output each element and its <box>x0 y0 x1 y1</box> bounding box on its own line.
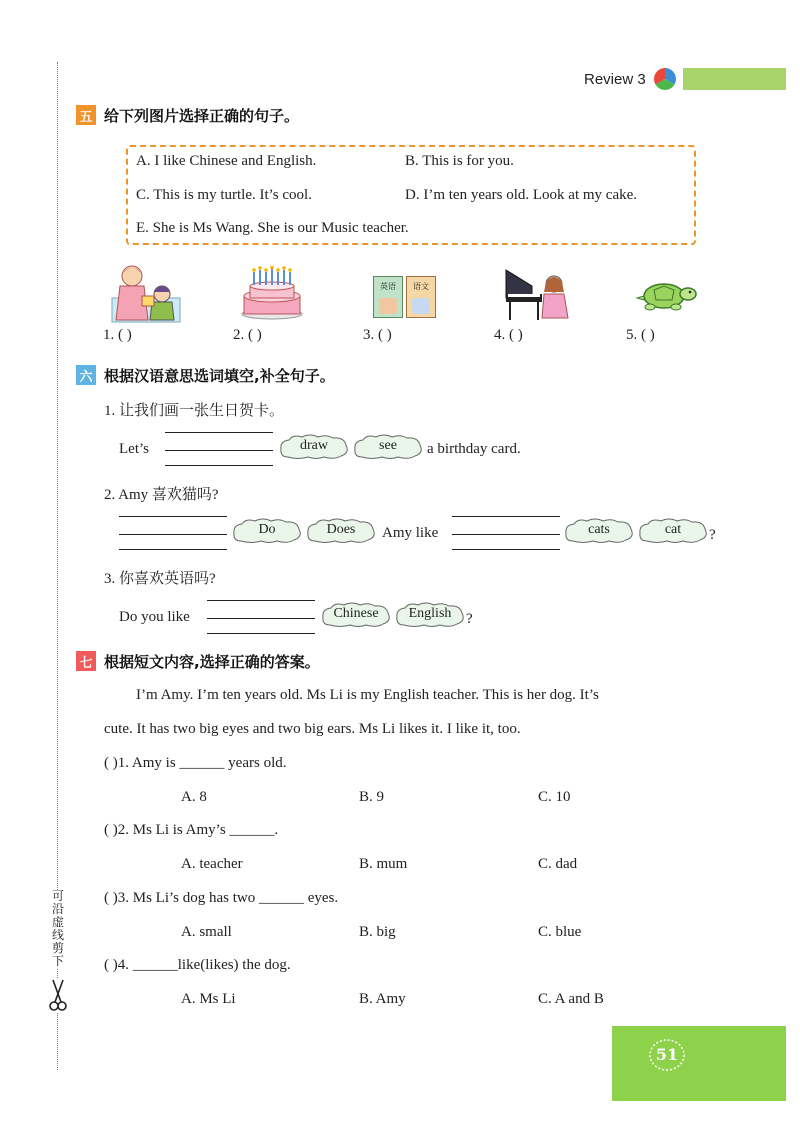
s6-q3-choice-english-text: English <box>408 606 452 621</box>
answer-5[interactable]: 5. ( ) <box>626 327 655 343</box>
s6-q2-choice-do-text: Do <box>258 522 276 537</box>
s7-q2-option-b: B. mum <box>359 856 408 872</box>
s6-q1-after: a birthday card. <box>427 441 521 457</box>
s6-q3-choice-chinese-text: Chinese <box>333 606 379 621</box>
review-label: Review 3 <box>584 71 646 88</box>
s7-q4-option-c: C. A and B <box>538 991 604 1007</box>
s7-q2-stem[interactable]: ( )2. Ms Li is Amy’s ______. <box>104 822 279 838</box>
page-number: 51 <box>655 1045 679 1064</box>
s6-q2-prompt: 2. Amy 喜欢猫吗? <box>104 487 219 503</box>
option-b: B. This is for you. <box>405 153 514 169</box>
scissors-icon <box>47 978 69 1012</box>
s6-q1-blank[interactable] <box>165 432 273 472</box>
s6-q1-choice-see-text: see <box>379 438 397 453</box>
s7-q1-option-b: B. 9 <box>359 789 385 805</box>
piano-picture <box>502 264 572 322</box>
section6-number: 六 <box>76 365 96 385</box>
chinese-book <box>406 276 436 318</box>
footer-block <box>612 1026 786 1101</box>
s6-q2-choice-does[interactable] <box>305 517 377 545</box>
option-a: A. I like Chinese and English. <box>136 153 317 169</box>
color-ball-icon <box>654 68 676 90</box>
header-bar <box>683 68 786 90</box>
s6-q1-choice-see[interactable] <box>352 433 424 461</box>
turtle-picture <box>634 276 698 312</box>
s6-q3-end: ? <box>466 611 473 627</box>
chinese-book-label: 语文 <box>413 282 429 291</box>
section6-title: 根据汉语意思选词填空,补全句子。 <box>104 366 335 385</box>
birthday-cake-picture <box>240 266 304 320</box>
answer-2[interactable]: 2. ( ) <box>233 327 262 343</box>
s6-q1-prompt: 1. 让我们画一张生日贺卡。 <box>104 403 285 419</box>
s7-q1-option-c: C. 10 <box>538 789 571 805</box>
s7-q1-option-a: A. 8 <box>181 789 207 805</box>
books-picture <box>371 274 437 320</box>
s6-q2-choice-cat-text: cat <box>664 522 682 537</box>
s6-q2-choice-do[interactable] <box>231 517 303 545</box>
section5-number: 五 <box>76 105 96 125</box>
s6-q2-middle: Amy like <box>382 525 439 541</box>
section5-title: 给下列图片选择正确的句子。 <box>104 106 300 125</box>
answer-3[interactable]: 3. ( ) <box>363 327 392 343</box>
s6-q2-choice-cat[interactable] <box>637 517 709 545</box>
s7-q3-option-a: A. small <box>181 924 232 940</box>
s7-q3-option-c: C. blue <box>538 924 582 940</box>
s7-q3-option-b: B. big <box>359 924 396 940</box>
s6-q3-before: Do you like <box>119 609 190 625</box>
s6-q2-blank2[interactable] <box>452 516 560 556</box>
s6-q3-blank[interactable] <box>207 600 315 640</box>
s7-q2-option-c: C. dad <box>538 856 578 872</box>
option-c: C. This is my turtle. It’s cool. <box>136 187 312 203</box>
answer-1[interactable]: 1. ( ) <box>103 327 132 343</box>
teacher-girl-picture <box>108 262 184 324</box>
answer-4[interactable]: 4. ( ) <box>494 327 523 343</box>
section6-heading <box>76 364 335 386</box>
english-book-label: 英语 <box>380 282 396 291</box>
s6-q3-prompt: 3. 你喜欢英语吗? <box>104 571 216 587</box>
section5-heading <box>76 104 299 126</box>
s6-q1-before: Let’s <box>119 441 149 457</box>
s7-q1-stem[interactable]: ( )1. Amy is ______ years old. <box>104 755 287 771</box>
s6-q3-choice-chinese[interactable] <box>320 601 392 629</box>
s6-q2-choice-does-text: Does <box>326 522 356 537</box>
s7-q4-stem[interactable]: ( )4. ______like(likes) the dog. <box>104 957 291 973</box>
s6-q1-choice-draw[interactable] <box>278 433 350 461</box>
s6-q3-choice-english[interactable] <box>394 601 466 629</box>
section7-number: 七 <box>76 651 96 671</box>
s6-q2-blank1[interactable] <box>119 516 227 556</box>
section7-heading <box>76 650 320 672</box>
option-e: E. She is Ms Wang. She is our Music teacher. <box>136 220 409 236</box>
s7-q4-option-a: A. Ms Li <box>181 991 236 1007</box>
s6-q2-choice-cats-text: cats <box>588 522 610 537</box>
s7-q2-option-a: A. teacher <box>181 856 243 872</box>
s7-q4-option-b: B. Amy <box>359 991 406 1007</box>
s6-q2-choice-cats[interactable] <box>563 517 635 545</box>
s7-q3-stem[interactable]: ( )3. Ms Li’s dog has two ______ eyes. <box>104 890 339 906</box>
s6-q2-end: ? <box>709 527 716 543</box>
english-book <box>373 276 403 318</box>
option-d: D. I’m ten years old. Look at my cake. <box>405 187 638 203</box>
passage-line-1: I’m Amy. I’m ten years old. Ms Li is my English teacher. This is her dog. It’s <box>136 687 599 703</box>
section7-title: 根据短文内容,选择正确的答案。 <box>104 652 320 671</box>
passage-line-2: cute. It has two big eyes and two big ears. Ms Li likes it. I like it, too. <box>104 721 521 737</box>
s6-q1-choice-draw-text: draw <box>300 438 328 453</box>
cut-instruction: 可沿虚线剪下 <box>51 889 64 968</box>
